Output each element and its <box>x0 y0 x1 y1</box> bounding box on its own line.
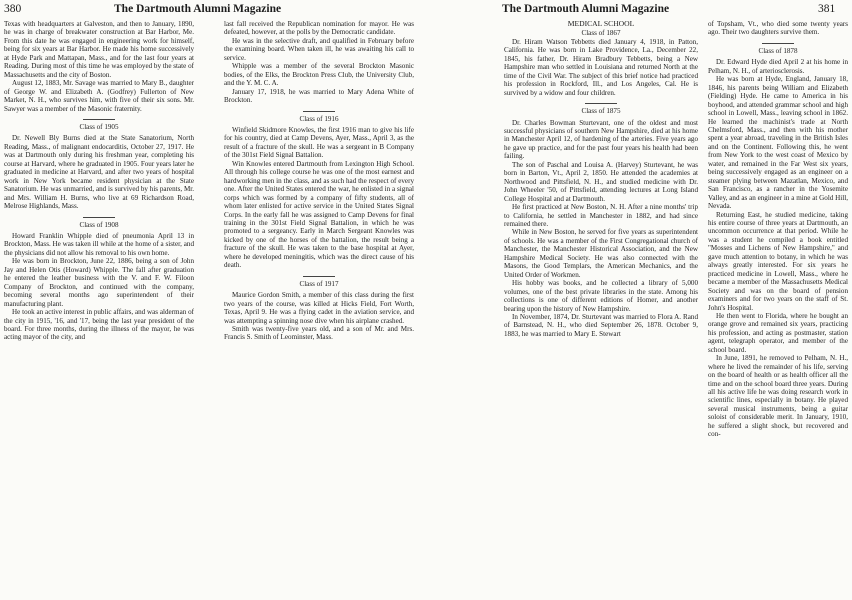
paragraph: August 12, 1883, Mr. Savage was married to Mary B., daughter of George W. and Elizabeth A. (Godfrey) Fullerton of New Market, N. H., who survives him, with five of their six sons. Mr. Sawyer was a member of the Masonic fraternity. <box>4 79 194 113</box>
running-head: The Dartmouth Alumni Magazine <box>114 3 282 15</box>
paragraph: Howard Franklin Whipple died of pneumonia April 13 in Brockton, Mass. He was taken ill while at the home of a sister, and the physicians did not allow his removal to his own home. <box>4 231 194 257</box>
section-divider <box>708 43 848 55</box>
paragraph: He was born in Brockton, June 22, 1886, being a son of John Jay and Helen Otis (Howard) Whipple. The fall after graduation he entered the leather business with the V. and F. W. Filoon Company of Brockton, and continued with the company, becoming several months ago superintendent of their manufacturing plant. <box>4 257 194 308</box>
paragraph: He then went to Florida, where he bought an orange grove and remained six years, practicing his profession, and acting as postmaster, station agent, telegraph operator, and member of the school board. <box>708 311 848 354</box>
divider-rule <box>303 111 335 112</box>
divider-rule <box>83 119 115 120</box>
divider-rule <box>585 103 617 104</box>
page-number: 380 <box>4 3 22 15</box>
section-divider <box>4 119 194 131</box>
paragraph: Dr. Charles Bowman Sturtevant, one of the oldest and most successful physicians of southern New Hampshire, died at his home in Manchester April 12, of hardening of the arteries. Five years ago he gave up practice, and for the past four years his health had been failing. <box>504 118 698 161</box>
paragraph: His hobby was books, and he collected a library of 5,000 volumes, one of the best private libraries in the state. Among his collections is one of different editions of Homer, and another bearing upon the history of New Hampshire. <box>504 279 698 313</box>
paragraph: Win Knowles entered Dartmouth from Lexington High School. All through his college course he was one of the most earnest and hardworking men in the class, and as such had the respect of every one. After the United States entered the war, he enlisted in a signal corps which was formed by a company of fifty students, all of whom later enlisted for active service in the United States Signal Corps. In the early fall he was assigned to Camp Devens for final training in the 301st Field Signal Battalion, in which he was promoted to a sergeancy. Early in March Sergeant Knowles was kicked by one of the horses of the battalion, the result being a fracture of the skull. He was taken to the base hospital at Ayer, where he developed meningitis, which was the direct cause of his death. <box>224 159 414 270</box>
right-column-1 <box>504 20 698 338</box>
section-divider <box>224 111 414 123</box>
left-column-1 <box>4 20 194 342</box>
section-divider <box>4 217 194 229</box>
class-heading: Class of 1916 <box>299 114 339 123</box>
paragraph: In November, 1874, Dr. Sturtevant was married to Flora A. Rand of Barnstead, N. H., who died September 26, 1878. October 9, 1883, he was married to Mary E. Stewart <box>504 312 698 338</box>
page-number: 381 <box>818 3 836 15</box>
paragraph: of Topsham, Vt., who died some twenty years ago. Their two daughters survive them. <box>708 20 848 37</box>
divider-rule <box>303 276 335 277</box>
paragraph: Returning East, he studied medicine, taking his entire course of three years at Dartmouth, an uncommon occurrence at that period. While he was a student he compiled a book entitled "Mosses and Lichens of New Hampshire," and gave much attention to botany, in which he was always greatly interested. For six years he practiced medicine in Lowell, Mass., where he became a member of the Massachusetts Medical Society and was on the board of pension examiners and for two years on the staff of St. John's Hospital. <box>708 210 848 312</box>
running-head: The Dartmouth Alumni Magazine <box>502 3 670 15</box>
paragraph: Maurice Gordon Smith, a member of this class during the first two years of the course, was killed at Hicks Field, Fort Worth, Texas, April 9. He was a flying cadet in the aviation service, and was attempting a spinning nose dive when his airplane crashed. <box>224 291 414 325</box>
class-heading: Class of 1905 <box>79 122 119 131</box>
class-heading: Class of 1878 <box>758 46 798 55</box>
paragraph: Whipple was a member of the several Brockton Masonic bodies, of the Elks, the Brockton Press Club, the University Club, and the Y. M. C. A. <box>224 62 414 88</box>
left-column-2 <box>224 20 414 342</box>
right-page <box>426 0 852 600</box>
section-heading: MEDICAL SCHOOL <box>567 19 635 28</box>
paragraph: He first practiced at New Boston, N. H. After a nine months' trip to California, he settled in Manchester in 1882, and had since remained there. <box>504 203 698 228</box>
section-divider <box>504 103 698 115</box>
class-heading: Class of 1875 <box>581 107 621 116</box>
paragraph: Winfield Skidmore Knowles, the first 1916 man to give his life for his country, died at Camp Devens, Ayer, Mass., April 3, as the result of a fracture of the skull. He was a sergeant in B Company of the 301st Field Signal Battalion. <box>224 125 414 160</box>
paragraph: January 17, 1918, he was married to Mary Adena White of Brockton. <box>224 87 414 105</box>
class-heading: Class of 1917 <box>299 279 339 288</box>
divider-rule <box>762 43 794 44</box>
paragraph: In June, 1891, he removed to Pelham, N. H., where he lived the remainder of his life, serving on the board of health or as health officer all the time and on the school board three years. During all his active life he was doing research work in scientific lines, especially in botany. He played several musical instruments, being a guitar soloist of considerable merit. In January, 1910, he suffered a slight shock, but recovered and con- <box>708 354 848 439</box>
paragraph: last fall received the Republican nomination for mayor. He was defeated, however, at the polls by the Democratic candidate. <box>224 20 414 37</box>
paragraph: Dr. Edward Hyde died April 2 at his home in Pelham, N. H., of arteriosclerosis. <box>708 58 848 75</box>
paragraph: Texas with headquarters at Galveston, and then to January, 1890, he was in charge of breakwater construction at Bar Harbor, Me. From this date he was engaged in engineering work for himself, being for six years at Bar Harbor. He made his home successively at Hyde Park and Mattapan, Mass., and for the last four years at Reading. During most of this time he was employed by the state of Massachusetts and the city of Boston. <box>4 20 194 79</box>
section-divider <box>224 276 414 288</box>
paragraph: While in New Boston, he served for five years as superintendent of schools. He was a member of the First Congregational church of Manchester, the Manchester Historical Association, and the New Hampshire Medical Society. He was also connected with the Masons, the Good Templars, the American Mechanics, and the United Order of Workmen. <box>504 228 698 279</box>
paragraph: He took an active interest in public affairs, and was alderman of the city in 1915, '16, and '17, being the last year president of the board. For three months, during the illness of the mayor, he was acting mayor of the city, and <box>4 308 194 342</box>
divider-rule <box>83 217 115 218</box>
class-heading: Class of 1867 <box>581 29 621 38</box>
paragraph: The son of Paschal and Louisa A. (Harvey) Sturtevant, he was born in Barton, Vt., April 2, 1850. He attended the academies at Northwood and Pittsfield, N. H., and studied medicine with Dr. John Wheeler '50, of Pittsfield, attending lectures at Long Island College Hospital and at Dartmouth. <box>504 160 698 203</box>
class-heading: Class of 1908 <box>79 220 119 229</box>
paragraph: Smith was twenty-five years old, and a son of Mr. and Mrs. Francis S. Smith of Leominster, Mass. <box>224 324 414 342</box>
paragraph: Dr. Hiram Watson Tebbetts died January 4, 1918, in Patton, California. He was born in Lake Providence, La., December 22, 1845, his father, Dr. Hiram Bradbury Tebbetts, being a New Hampshire man who settled in Louisiana and returned North at the time of the Civil War. The subject of this brief notice had practiced his profession in Rockford, Ill., and Los Angeles, Cal. He is survived by a widow and four children. <box>504 37 698 97</box>
paragraph: He was in the selective draft, and qualified in February before the examining board. When taken ill, he was awaiting his call to service. <box>224 36 414 62</box>
right-column-2 <box>708 20 848 439</box>
paragraph: He was born at Hyde, England, January 18, 1846, his parents being William and Elizabeth (Fielding) Hyde. He came to America in his boyhood, and attended grammar school and high school in Lowell, Mass., leaving school in 1862. He learned the machinist's trade at North Chelmsford, Mass., and then with his mother spent a year abroad, traveling in the British Isles and on the Continent. Following this, he went from New York to the west coast of Mexico by water, and remained in the Far West six years, being successively engaged as an engineer on a steamer plying between Mazatlan, Mexico, and San Francisco, as a rancher in the Yosemite Valley, and as an engineer in a mine at Gold Hill, Nevada. <box>708 75 848 211</box>
paragraph: Dr. Newell Bly Burns died at the State Sanatorium, North Reading, Mass., of malignant endocarditis, October 27, 1917. He was at Dartmouth only during his freshman year, completing his course at Harvard, where he graduated in 1905. Four years later he graduated in medicine at Harvard, and after two years of hospital work in New York became resident physician at the State Sanatorium. He was unmarried, and is survived by his parents, Mr. and Mrs. William H. Burns, who live at 69 Richardson Road, Melrose Highlands, Mass. <box>4 134 194 211</box>
